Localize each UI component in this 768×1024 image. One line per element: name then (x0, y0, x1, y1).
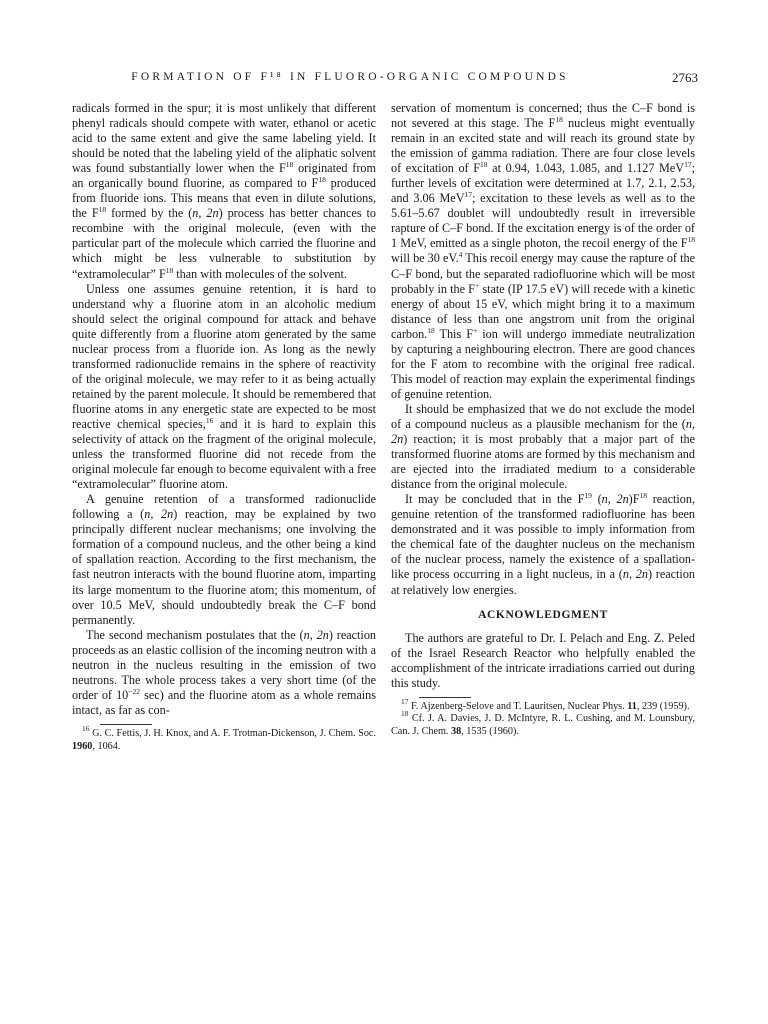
footnote-divider (419, 697, 471, 698)
page-number: 2763 (672, 70, 698, 85)
left-column (72, 101, 376, 753)
paragraph-conclusion: It may be concluded that in the $F^{19}$ (n, $2n)F^{18}$ reaction, genuine retention of the transformed radiofluorine has been demonstrated and it was possible to imply information from the chemical fate of the daughter nucleus on the mechanism of the nuclear process, namely the existence of a spallation-like process occurring in a light nucleus, in a (n, 2n) reaction at relatively low energies. (391, 491, 696, 597)
acknowledgment-heading: ACKNOWLEDGMENT (478, 608, 608, 621)
right-column (391, 101, 695, 739)
paragraph-compound-nucleus: It should be emphasized that we do not exclude the model of a compound nucleus as a plausible mechanism for the (n, 2n) reaction; it is most probably that a major part of the transformed fluorine atoms are formed by this mechanism and are ejected into the irradiated medium to a considerable distance from the original molecule. (391, 401, 695, 492)
footnote-divider (100, 724, 152, 725)
footnote-16: $^{16}$ G. C. Fettis, J. H. Knox, and A. F. Trotman-Dickenson, J. Chem. Soc. 1960, 1064. (72, 723, 376, 752)
paragraph-momentum-conservation: servation of momentum is concerned; thus the C–F bond is not severed at this stage. The $F^{18}$ nucleus might eventually remain in an excited state and will reach its ground state by the emission of gamma radiation. There are four close levels of excitation of $F^{18}$ at 0.94, 1.043, 1.085, and 1.127 MeV$^{17}$; further levels of excitation were determined at 1.7, 2.1, 2.53, and 3.06 MeV$^{17}$; excitation to these levels as well as to the 5.61–5.67 doublet will undoubtedly result in irreversible rapture of C–F bond. If the excitation energy is of the order of 1 MeV, emitted as a single photon, the recoil energy of the $F^{18}$ will be 30 eV.$^4$ This recoil energy may cause the rapture of the C–F bond, but the separated radiofluorine which will be most probably in the F+ state (IP 17.5 eV) will recede with a kinetic energy of about 15 eV, which might bring it to a maximum distance of less than one angstrom unit from the original carbon.$^{18}$ This F+ ion will undergo immediate neutralization by capturing a neighbouring electron. There are good chances for the F atom to recombine with the original free radical. This model of reaction may explain the experimental findings of genuine retention. (391, 101, 695, 401)
acknowledgment-text: The authors are grateful to Dr. I. Pelach and Eng. Z. Peled of the Israel Research Reactor who helpfully enabled the accomplishment of the intricate irradiations carried out during this study. (391, 630, 695, 690)
running-head (72, 71, 698, 89)
footnote-18: $^{18}$ Cf. J. A. Davies, J. D. McIntyre, R. L. Cushing, and M. Lounsbury, Can. J. Chem. 38, 1535 (1960). (391, 709, 695, 737)
paragraph-second-mechanism: The second mechanism postulates that the (n, 2n) reaction proceeds as an elastic collision of the incoming neutron with a neutron in the nucleus resulting in the emission of two neutrons. The whole process takes a very short time (of the order of $10^{-22}$ sec) and the fluorine atom as a whole remains intact, as far as con- (72, 627, 377, 717)
running-title: FORMATION OF F¹⁸ IN FLUORO-ORGANIC COMPOUNDS (131, 71, 569, 83)
paragraph-nuclear-mechanisms: A genuine retention of a transformed radionuclide following a (n, 2n) reaction, may be explained by two principally different nuclear mechanisms; one involving the formation of a compound nucleus, and the other being a kind of spallation reaction. According to the first mechanism, the fast neutron interacts with the bound fluorine atom, imparting its large momentum to the fluorine atom; this momentum, of over 10.5 MeV, should undoubtedly break the C–F bond permanently. (72, 492, 376, 627)
footnote-17: $^{17}$ F. Ajzenberg-Selove and T. Lauritsen, Nuclear Phys. 11, 239 (1959). (401, 696, 690, 712)
paragraph-spur-radicals: radicals formed in the spur; it is most unlikely that different phenyl radicals should compete with water, ethanol or acetic acid to the same extent and give the same labeling yield. It should be noted that the labeling yield of the aliphatic solvent was found substantially lower when the $F^{18}$ originated from an organically bound fluorine, as compared to $F^{18}$ produced from fluoride ions. This means that even in dilute solutions, the $F^{18}$ formed by the (n, 2n) process has better chances to recombine with the original molecule, (even with the particular part of the molecule which carried the fluorine and which might be less vulnerable to substitution by “extramolecular” $F^{18}$ than with molecules of the solvent. (72, 101, 377, 281)
paragraph-genuine-retention: Unless one assumes genuine retention, it is hard to understand why a fluorine atom in an alcoholic medium should select the original compound for attack and behave quite differently from a fluorine atom generated by the same nuclear process from a fluoride ion. As long as the newly transformed radionuclide remains in the sphere of reactivity of the original molecule, we may refer to it as being actually retained by the parent molecule. It should be remembered that fluorine atoms in any energetic state are expected to be most reactive chemical species,$^{16}$ and it is hard to explain this selectivity of attack on the fragment of the original molecule, unless the transformed fluorine did not recede from the original molecule far enough to become equivalent with a free “extramolecular” fluorine atom. (72, 281, 376, 492)
